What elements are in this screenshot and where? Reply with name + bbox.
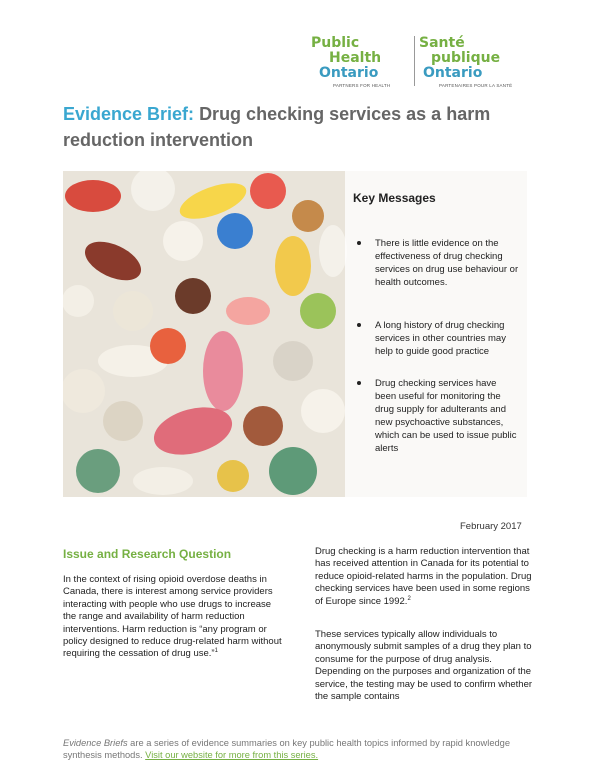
hero-image [63,171,527,497]
footer-italic: Evidence Briefs [63,738,128,748]
bullet-icon [357,323,361,327]
section-heading-issue: Issue and Research Question [63,547,232,561]
footer-note [63,737,533,762]
pho-logo [311,36,531,91]
page-title [63,101,523,153]
key-message-item: There is little evidence on the effectiveness of drug checking services on drug use behaviour or health outcomes. [375,237,520,289]
logo-en-line2: Health [329,50,382,66]
bullet-icon [357,241,361,245]
issue-paragraph: In the context of rising opioid overdose deaths in Canada, there is interest among service providers interacting with people who use drugs to increase the range and availability of harm reduction interventions. Harm reduction is “any program or policy designed to reduce drug-related harm without requiring the cessation of drug use.”$^1$ [63,574,282,660]
logo-divider [414,36,415,86]
footnote-ref: 2 [407,595,411,602]
logo-fr-tagline: PARTENAIRES POUR LA SANTÉ [439,83,513,88]
drug-checking-paragraph: Drug checking is a harm reduction intervention that has received attention in Canada for its potential to reduce opioid-related harms in the population. Drug checking services have been used in some regions of Europe since 1992.$^2$ [315,546,532,607]
footnote-ref: 1 [214,648,218,655]
website-link[interactable]: Visit our website for more from this series. [145,750,319,761]
footer-text: are a series of evidence summaries on key public health topics informed by rapid knowledge synthesis methods. [63,738,511,761]
logo-fr-line2: publique [431,50,501,66]
key-message-item: A long history of drug checking services in other countries may help to guide good practice [375,319,520,358]
logo-fr-line1: Santé [419,35,465,51]
title-label: Evidence Brief: [63,104,195,124]
services-paragraph: These services typically allow individuals to anonymously submit samples of a drug they plan to consume for the purpose of drug analysis. Depending on the purposes and organization of the service, the testing may be used to confirm whether the sample contains [315,629,533,703]
logo-french [419,36,529,88]
key-message-item: Drug checking services have been useful for monitoring the drug supply for adulterants and new psychoactive substances, which can be used to issue public alerts [375,377,520,455]
key-messages-heading: Key Messages [353,191,436,205]
logo-en-tagline: PARTNERS FOR HEALTH [333,83,391,88]
key-messages-panel [345,171,527,497]
bullet-icon [357,381,361,385]
logo-en-line1: Public [311,35,360,51]
logo-english [311,36,413,88]
title-text: Drug checking services as a harm reduction intervention [63,104,491,150]
publication-date: February 2017 [460,521,522,532]
logo-en-line3: Ontario [319,65,379,81]
logo-fr-line3: Ontario [423,65,483,81]
